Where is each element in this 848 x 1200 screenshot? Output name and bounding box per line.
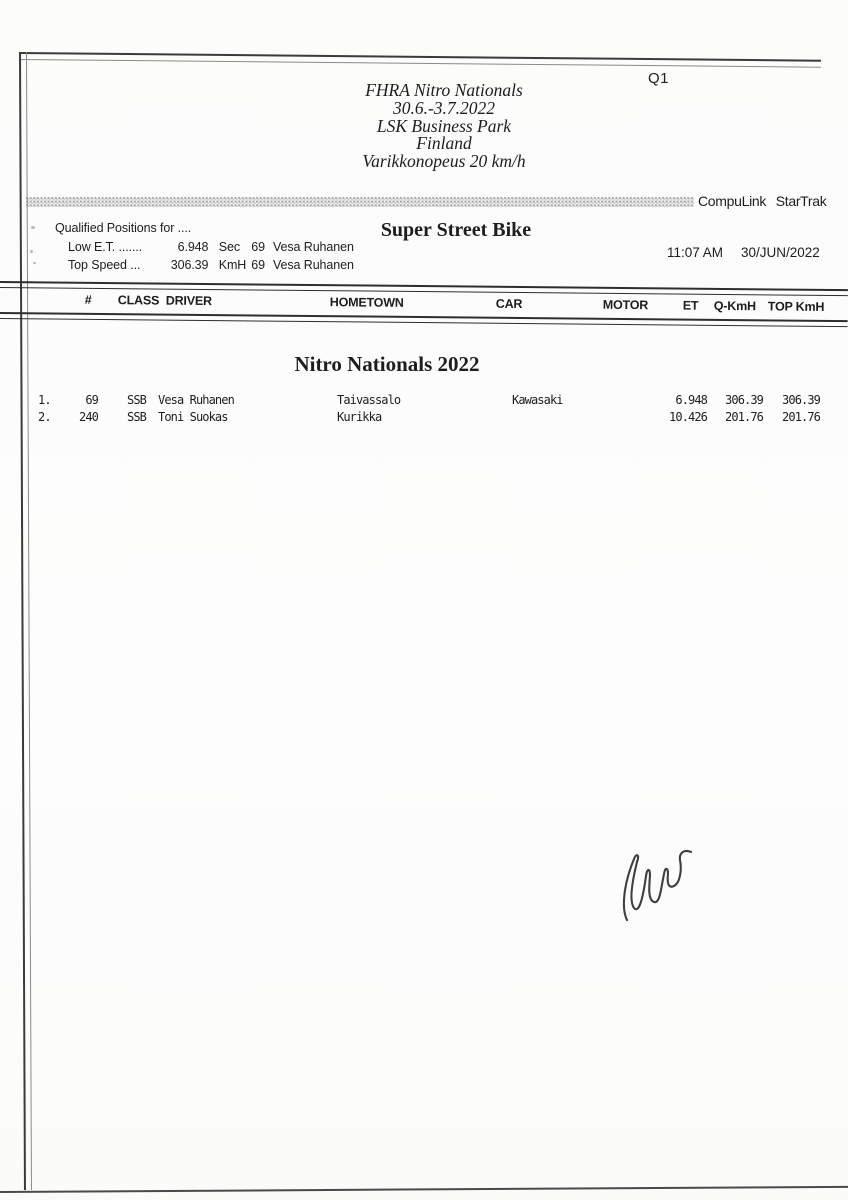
- event-venue: LSK Business Park: [376, 115, 512, 136]
- event-dates: 30.6.-3.7.2022: [392, 97, 496, 118]
- row-hometown: Kurikka: [337, 410, 382, 424]
- column-header-q-kmh: Q-KmH: [713, 298, 756, 314]
- header-bottom-rule: [0, 312, 848, 327]
- top-speed-bike-number: 69: [251, 258, 265, 272]
- low-et-label: Low E.T. .......: [68, 240, 143, 254]
- row-q-kmh: 201.76: [725, 410, 763, 424]
- top-speed-driver: Vesa Ruhanen: [273, 258, 354, 272]
- scan-speck: [30, 250, 33, 253]
- printed-date: 30/JUN/2022: [741, 245, 820, 260]
- top-speed-unit: KmH: [218, 258, 247, 272]
- scan-speck: [33, 262, 36, 264]
- row-driver: Toni Suokas: [158, 410, 228, 424]
- session-label: Q1: [648, 70, 670, 87]
- low-et-line: [68, 240, 240, 254]
- row-driver: Vesa Ruhanen: [158, 393, 234, 407]
- row-class: SSB: [127, 410, 146, 424]
- page-frame-bottom-line: [0, 1186, 848, 1193]
- timing-system-brand: CompuLink StarTrak: [698, 193, 827, 209]
- results-section-title: Nitro Nationals 2022: [294, 352, 480, 376]
- halftone-separator-band: [26, 197, 694, 207]
- row-et: 6.948: [675, 393, 707, 407]
- row-position: 1.: [38, 393, 51, 407]
- event-country: Finland: [416, 133, 472, 154]
- row-car: Kawasaki: [512, 393, 563, 407]
- row-position: 2.: [38, 410, 51, 424]
- low-et-bike-number: 69: [251, 240, 265, 254]
- row-top-kmh: 201.76: [782, 410, 820, 424]
- row-hometown: Taivassalo: [337, 393, 401, 407]
- column-header-class: CLASS: [117, 293, 160, 308]
- row-bike-number: 240: [79, 410, 98, 424]
- row-top-kmh: 306.39: [782, 393, 820, 407]
- row-class: SSB: [127, 393, 146, 407]
- column-header-motor: MOTOR: [602, 297, 649, 313]
- column-header-top-kmh: TOP KmH: [767, 299, 825, 314]
- signature-mark: [613, 838, 703, 933]
- event-header: [358, 82, 530, 171]
- column-header-hometown: HOMETOWN: [329, 295, 404, 310]
- result-row: [0, 393, 848, 409]
- qualified-positions-heading: Qualified Positions for ....: [55, 221, 192, 235]
- row-bike-number: 69: [85, 393, 98, 407]
- event-title: FHRA Nitro Nationals: [365, 80, 523, 100]
- low-et-driver: Vesa Ruhanen: [273, 240, 354, 254]
- low-et-unit: Sec: [218, 240, 240, 254]
- column-header-number: #: [84, 292, 92, 307]
- column-header-et: ET: [682, 298, 699, 313]
- result-row: [0, 410, 848, 426]
- row-et: 10.426: [669, 410, 707, 424]
- column-header-driver: DRIVER: [165, 293, 212, 309]
- column-header-car: CAR: [495, 296, 523, 312]
- top-speed-value: 306.39: [170, 258, 209, 272]
- page-frame-top-line: [19, 52, 821, 68]
- event-pit-speed: Varikkonopeus 20 km/h: [362, 151, 526, 172]
- top-speed-line: [68, 258, 246, 272]
- printed-time: 11:07 AM: [667, 245, 724, 260]
- low-et-value: 6.948: [177, 240, 209, 254]
- page-frame-left-line: [19, 52, 32, 1190]
- class-title: Super Street Bike: [380, 219, 532, 241]
- row-q-kmh: 306.39: [725, 393, 763, 407]
- scan-speck: [31, 226, 35, 229]
- top-speed-label: Top Speed ...: [68, 258, 141, 272]
- results-table-header: [0, 281, 848, 329]
